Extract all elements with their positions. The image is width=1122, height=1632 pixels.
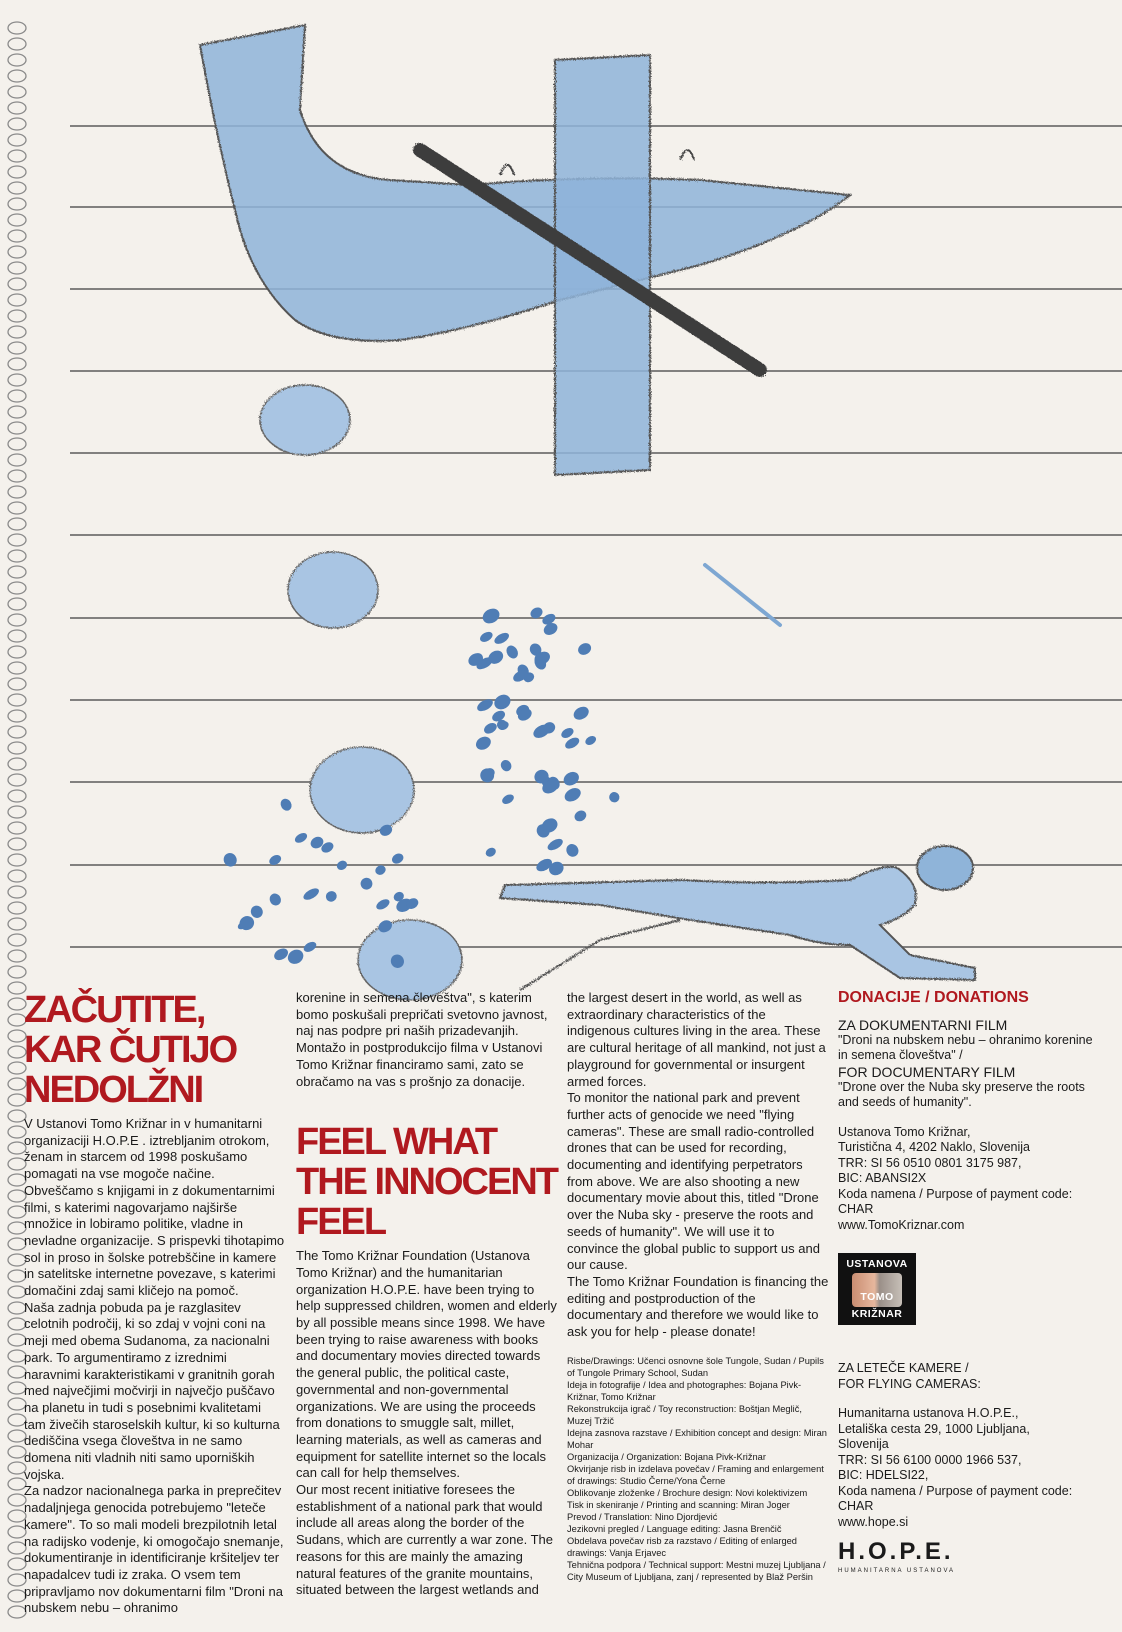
film-sl-name: "Droni na nubskem nebu – ohranimo korenine in semena človeštva" / <box>838 1032 1093 1063</box>
drop-mark <box>499 758 514 773</box>
drop-mark <box>478 766 497 785</box>
drop-mark <box>267 891 283 907</box>
logo-text: TOMO KRIŽNAR <box>851 1290 903 1320</box>
drop-mark <box>302 940 318 954</box>
drop-mark <box>335 859 349 872</box>
paragraph: Naša zadnja pobuda pa je razglasitev celotnih področij, ki so zdaj v vojni coni na meji med obema Sudanoma, za nacionalni park. To argumentiramo z izrednimi naravnimi karakteristikami v granitnih gorah med največjimi močvirji in največjo puščavo na planetu in tudi s posebnimi kvalitetami tam živečih staroselskih kultur, ki so kulturna dediščina vsega človeštva in ne samo domena niti vladnih niti samo uporniških vojska. <box>24 1299 280 1482</box>
column-middle <box>296 990 558 1599</box>
drop-mark <box>267 853 282 867</box>
paragraph: The Tomo Križnar Foundation (Ustanova Tomo Križnar) and the humanitarian organization H.O.P.E. have been trying to help suppressed children, women and elderly by all possible means since 1998. We have been trying to raise awareness with books and documentary movies directed towards the general public, the political caste, governmental and non-governmental organizations. We are using the proceeds from donations to smuggle salt, millet, learning materials, as well as cameras and equipment for satellite internet so the locals can call for help themselves. <box>296 1248 557 1481</box>
paragraph: Our most recent initiative foresees the establishment of a national park that would include all areas along the border of the Sudans, which are currently a war zone. The reasons for this are mainly the amazing natural features of the granite mountains, situated between the largest wetlands and <box>296 1482 554 1598</box>
drop-mark <box>390 852 405 866</box>
drop-mark <box>564 842 581 859</box>
cameras-title-line: ZA LETEČE KAMERE / <box>838 1361 969 1376</box>
drop-mark <box>573 808 589 823</box>
headline-slovene <box>24 990 286 1110</box>
drop-mark <box>375 897 392 911</box>
film-en-name: "Drone over the Nuba sky preserve the roots and seeds of humanity". <box>838 1079 1085 1110</box>
drop-mark <box>285 947 306 967</box>
credit-line: Rekonstrukcija igrač / Toy reconstruction: Boštjan Meglič, Muzej Tržič <box>567 1403 802 1426</box>
hope-logo-subtitle: HUMANITARNA USTANOVA <box>838 1567 956 1574</box>
headline-line: FEEL WHAT <box>296 1121 497 1164</box>
headline-english <box>296 1122 558 1242</box>
paragraph: korenine in semena človeštva", s katerim bomo poskušali prepričati svetovno javnost, naj nas podpre pri naših prizadevanjih. <box>296 990 548 1039</box>
drop-mark <box>324 889 339 904</box>
drop-mark <box>358 876 374 892</box>
account-line: Ustanova Tomo Križnar, <box>838 1124 971 1139</box>
account-line: Letališka cesta 29, 1000 Ljubljana, <box>838 1421 1030 1436</box>
headline-line: ZAČUTITE, <box>24 989 205 1031</box>
credit-line: Ideja in fotografije / Idea and photographes: Bojana Pivk-Križnar, Tomo Križnar <box>567 1379 802 1402</box>
headline-line: KAR ČUTIJO <box>24 1029 237 1071</box>
cameras-title <box>838 1361 1100 1392</box>
cameras-title-line: FOR FLYING CAMERAS: <box>838 1376 981 1391</box>
website-link[interactable]: www.hope.si <box>838 1514 909 1529</box>
bomb-circle <box>288 552 378 628</box>
credit-line: Risbe/Drawings: Učenci osnovne šole Tungole, Sudan / Pupils of Tungole Primary School, Sudan <box>567 1355 824 1378</box>
credit-line: Prevod / Translation: Nino Djordjević <box>567 1511 718 1522</box>
bomb-circle <box>310 747 414 833</box>
credit-line: Tehnična podpora / Technical support: Mestni muzej Ljubljana / City Museum of Ljubljana, zanj / represented by Blaž Peršin <box>567 1559 826 1582</box>
bomb-circle <box>260 385 350 455</box>
drop-mark <box>474 734 494 752</box>
account-line: TRR: SI 56 6100 0000 1966 537, <box>838 1452 1022 1467</box>
credit-line: Obdelava povečav risb za razstavo / Editing of enlarged drawings: Vanja Erjavec <box>567 1535 797 1558</box>
drop-mark <box>492 692 513 712</box>
credit-line: Organizacija / Organization: Bojana Pivk-Križnar <box>567 1451 766 1462</box>
drop-mark <box>500 792 515 805</box>
column-english-cont <box>567 990 829 1583</box>
drop-mark <box>480 606 502 627</box>
drop-mark <box>493 631 511 647</box>
drop-mark <box>293 831 309 845</box>
credit-line: Idejna zasnova razstave / Exhibition concept and design: Miran Mohar <box>567 1427 827 1450</box>
hope-logo-text: H.O.P.E. <box>838 1538 954 1566</box>
drop-mark <box>484 846 497 859</box>
paragraph: V Ustanovi Tomo Križnar in v humanitarni organizaciji H.O.P.E . iztrebljanim otrokom, ženam in starcem od 1998 poskušamo pomagati na vse mogoče načine. Obveščamo s knjigami in z dokumentarnimi filmi, s katerimi nagovarjamo najširše množice in lobiramo politike, vladne in nevladne organizacije. S prispevki tihotapimo sol in proso in šolske potrebščine in kamere in satelitske internetne povezave, s katerimi domačini zdaj sami kličejo na pomoč. <box>24 1116 285 1299</box>
drop-mark <box>576 641 593 657</box>
drop-mark <box>607 790 621 804</box>
account-line: TRR: SI 56 0510 0801 3175 987, <box>838 1155 1022 1170</box>
drop-mark <box>272 946 290 962</box>
drop-mark <box>482 721 498 736</box>
drop-mark <box>374 863 388 876</box>
account-line: BIC: HDELSI22, <box>838 1468 929 1483</box>
credit-line: Jezikovni pregled / Language editing: Jasna Brenčič <box>567 1523 782 1534</box>
drop-mark <box>560 726 576 740</box>
drop-mark <box>584 734 598 747</box>
account-line: Turistična 4, 4202 Naklo, Slovenija <box>838 1140 1030 1155</box>
ustanova-logo <box>838 1253 916 1325</box>
paragraph: To monitor the national park and prevent further acts of genocide we need "flying cameras". These are small radio-controlled drones that can be used for recording, documenting and identifying perpetrators from above. We are also shooting a new documentary movie about this, titled "Drone over the Nuba sky - preserve the roots and seeds of humanity". We will use it to convince the global public to support us and our cause. <box>567 1090 820 1273</box>
headline-line: NEDOLŽNI <box>24 1069 203 1111</box>
account-hope <box>838 1406 1100 1530</box>
drop-mark <box>302 886 321 902</box>
credit-line: Oblikovanje zloženke / Brochure design: Novi kolektivizem <box>567 1487 808 1498</box>
paragraph: Montažo in postprodukcijo filma v Ustanovi Tomo Križnar financiramo sami, zato se obračamo na vas s prošnjo za donacije. <box>296 1040 543 1089</box>
account-line: Slovenija <box>838 1437 889 1452</box>
drop-mark <box>221 851 239 869</box>
drop-mark <box>504 643 520 660</box>
drop-mark <box>528 605 544 620</box>
website-link[interactable]: www.TomoKriznar.com <box>838 1217 965 1232</box>
drop-mark <box>561 769 581 788</box>
column-donations <box>838 990 1100 1580</box>
film-sl-title: ZA DOKUMENTARNI FILM <box>838 1016 1008 1033</box>
film-en-title: FOR DOCUMENTARY FILM <box>838 1063 1016 1080</box>
hope-logo <box>838 1538 1100 1579</box>
account-line: BIC: ABANSI2X <box>838 1171 927 1186</box>
credit-line: Tisk in skeniranje / Printing and scanning: Miran Joger <box>567 1499 790 1510</box>
headline-line: FEEL <box>296 1201 386 1244</box>
account-line: Humanitarna ustanova H.O.P.E., <box>838 1406 1019 1421</box>
credits-list <box>567 1355 829 1583</box>
account-ustanova <box>838 1125 1100 1234</box>
credit-line: Okvirjanje risb in izdelava povečav / Framing and enlargement of drawings: Studio Černe/Yona Černe <box>567 1463 824 1486</box>
bomb-circle <box>358 920 462 1000</box>
drop-mark <box>278 797 293 813</box>
column-slovene <box>24 990 286 1617</box>
drop-mark <box>475 697 495 714</box>
paragraph: Za nadzor nacionalnega parka in preprečitev nadaljnjega genocida potrebujemo "leteče kamere". To so mali modeli brezpilotnih letal na radijsko vodenje, ki omogočajo snemanje, dokumentiranje in identificiranje kršiteljev ter napadalcev tudi iz zraka. O vsem tem pripravljamo nov dokumentarni film "Droni na nubskem nebu – ohranimo <box>24 1483 284 1616</box>
drop-mark <box>478 630 494 644</box>
account-line: Koda namena / Purpose of payment code: CHAR <box>838 1483 1073 1514</box>
donations-heading: DONACIJE / DONATIONS <box>838 989 1029 1006</box>
falling-drops <box>221 605 621 970</box>
running-figure-drawing <box>500 846 975 990</box>
drop-mark <box>546 837 565 853</box>
headline-line: THE INNOCENT <box>296 1161 557 1204</box>
account-line: Koda namena / Purpose of payment code: CHAR <box>838 1186 1073 1217</box>
paragraph: The Tomo Križnar Foundation is financing the editing and postproduction of the documentary and therefore we would like to ask you for help - please donate! <box>567 1273 829 1340</box>
logo-text: USTANOVA <box>846 1258 908 1271</box>
missile-streak <box>705 565 780 625</box>
paragraph: the largest desert in the world, as well as extraordinary characteristics of the indigenous cultures living in the area. These are cultural heritage of all mankind, not just a playground for governmental or insurgent armed forces. <box>567 990 826 1089</box>
drop-mark <box>562 785 583 804</box>
drop-mark <box>571 704 591 722</box>
